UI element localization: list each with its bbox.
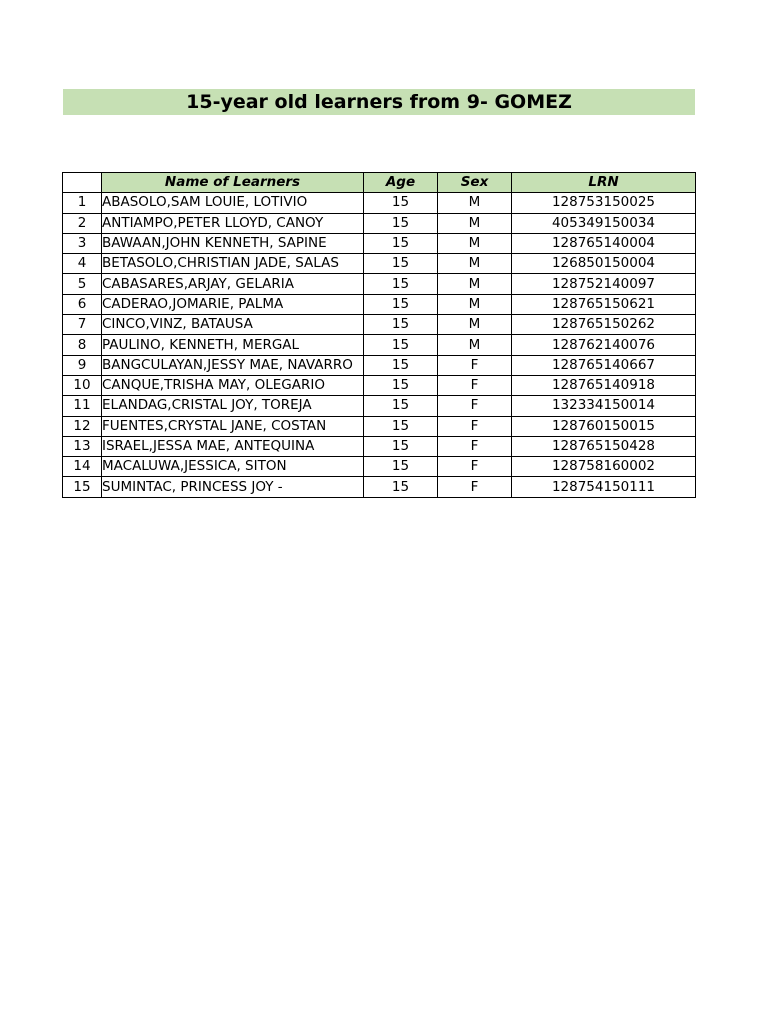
cell-age: 15 — [364, 375, 438, 395]
cell-number: 8 — [63, 335, 102, 355]
cell-sex: M — [438, 294, 512, 314]
cell-name: CANQUE,TRISHA MAY, OLEGARIO — [102, 375, 364, 395]
table-header-row — [63, 173, 696, 193]
cell-age: 15 — [364, 335, 438, 355]
cell-lrn: 128754150111 — [512, 477, 696, 497]
cell-name: BETASOLO,CHRISTIAN JADE, SALAS — [102, 254, 364, 274]
cell-age: 15 — [364, 416, 438, 436]
table-row — [63, 233, 696, 253]
header-age: Age — [364, 173, 438, 193]
cell-sex: M — [438, 193, 512, 213]
cell-sex: M — [438, 274, 512, 294]
cell-name: BAWAAN,JOHN KENNETH, SAPINE — [102, 233, 364, 253]
cell-age: 15 — [364, 213, 438, 233]
cell-sex: F — [438, 436, 512, 456]
cell-age: 15 — [364, 254, 438, 274]
cell-sex: F — [438, 355, 512, 375]
cell-name: ANTIAMPO,PETER LLOYD, CANOY — [102, 213, 364, 233]
cell-number: 7 — [63, 315, 102, 335]
table-row — [63, 457, 696, 477]
cell-name: PAULINO, KENNETH, MERGAL — [102, 335, 364, 355]
cell-age: 15 — [364, 396, 438, 416]
table-row — [63, 335, 696, 355]
page-title: 15-year old learners from 9- GOMEZ — [63, 89, 695, 115]
cell-sex: M — [438, 213, 512, 233]
cell-lrn: 128765140004 — [512, 233, 696, 253]
cell-sex: M — [438, 254, 512, 274]
cell-lrn: 128765140667 — [512, 355, 696, 375]
cell-sex: F — [438, 416, 512, 436]
cell-name: CADERAO,JOMARIE, PALMA — [102, 294, 364, 314]
table-body — [63, 193, 696, 497]
header-sex: Sex — [438, 173, 512, 193]
cell-age: 15 — [364, 193, 438, 213]
cell-name: FUENTES,CRYSTAL JANE, COSTAN — [102, 416, 364, 436]
cell-number: 9 — [63, 355, 102, 375]
cell-age: 15 — [364, 355, 438, 375]
table-row — [63, 477, 696, 497]
table-row — [63, 416, 696, 436]
cell-lrn: 126850150004 — [512, 254, 696, 274]
table-row — [63, 254, 696, 274]
cell-lrn: 128762140076 — [512, 335, 696, 355]
cell-number: 4 — [63, 254, 102, 274]
cell-number: 5 — [63, 274, 102, 294]
cell-name: ISRAEL,JESSA MAE, ANTEQUINA — [102, 436, 364, 456]
table-row — [63, 294, 696, 314]
cell-lrn: 128758160002 — [512, 457, 696, 477]
cell-name: CABASARES,ARJAY, GELARIA — [102, 274, 364, 294]
header-lrn: LRN — [512, 173, 696, 193]
learners-table — [62, 172, 696, 498]
table-row — [63, 274, 696, 294]
cell-name: SUMINTAC, PRINCESS JOY - — [102, 477, 364, 497]
cell-sex: M — [438, 315, 512, 335]
table-row — [63, 193, 696, 213]
header-number — [63, 173, 102, 193]
cell-lrn: 128760150015 — [512, 416, 696, 436]
cell-age: 15 — [364, 294, 438, 314]
cell-number: 1 — [63, 193, 102, 213]
cell-sex: M — [438, 335, 512, 355]
cell-lrn: 132334150014 — [512, 396, 696, 416]
cell-number: 13 — [63, 436, 102, 456]
cell-number: 10 — [63, 375, 102, 395]
cell-lrn: 128753150025 — [512, 193, 696, 213]
cell-name: ABASOLO,SAM LOUIE, LOTIVIO — [102, 193, 364, 213]
cell-name: BANGCULAYAN,JESSY MAE, NAVARRO — [102, 355, 364, 375]
cell-age: 15 — [364, 315, 438, 335]
cell-lrn: 128752140097 — [512, 274, 696, 294]
cell-number: 11 — [63, 396, 102, 416]
cell-name: CINCO,VINZ, BATAUSA — [102, 315, 364, 335]
cell-age: 15 — [364, 274, 438, 294]
cell-sex: F — [438, 477, 512, 497]
table-row — [63, 436, 696, 456]
cell-lrn: 128765140918 — [512, 375, 696, 395]
cell-lrn: 128765150262 — [512, 315, 696, 335]
table-row — [63, 396, 696, 416]
cell-lrn: 128765150428 — [512, 436, 696, 456]
cell-number: 2 — [63, 213, 102, 233]
cell-name: MACALUWA,JESSICA, SITON — [102, 457, 364, 477]
cell-sex: F — [438, 375, 512, 395]
cell-number: 14 — [63, 457, 102, 477]
cell-number: 12 — [63, 416, 102, 436]
cell-number: 3 — [63, 233, 102, 253]
cell-age: 15 — [364, 233, 438, 253]
cell-lrn: 405349150034 — [512, 213, 696, 233]
table-row — [63, 355, 696, 375]
cell-name: ELANDAG,CRISTAL JOY, TOREJA — [102, 396, 364, 416]
cell-age: 15 — [364, 477, 438, 497]
cell-age: 15 — [364, 436, 438, 456]
cell-sex: F — [438, 396, 512, 416]
table-row — [63, 375, 696, 395]
cell-sex: F — [438, 457, 512, 477]
cell-age: 15 — [364, 457, 438, 477]
table-row — [63, 315, 696, 335]
header-name: Name of Learners — [102, 173, 364, 193]
cell-number: 6 — [63, 294, 102, 314]
cell-sex: M — [438, 233, 512, 253]
cell-lrn: 128765150621 — [512, 294, 696, 314]
cell-number: 15 — [63, 477, 102, 497]
table-row — [63, 213, 696, 233]
